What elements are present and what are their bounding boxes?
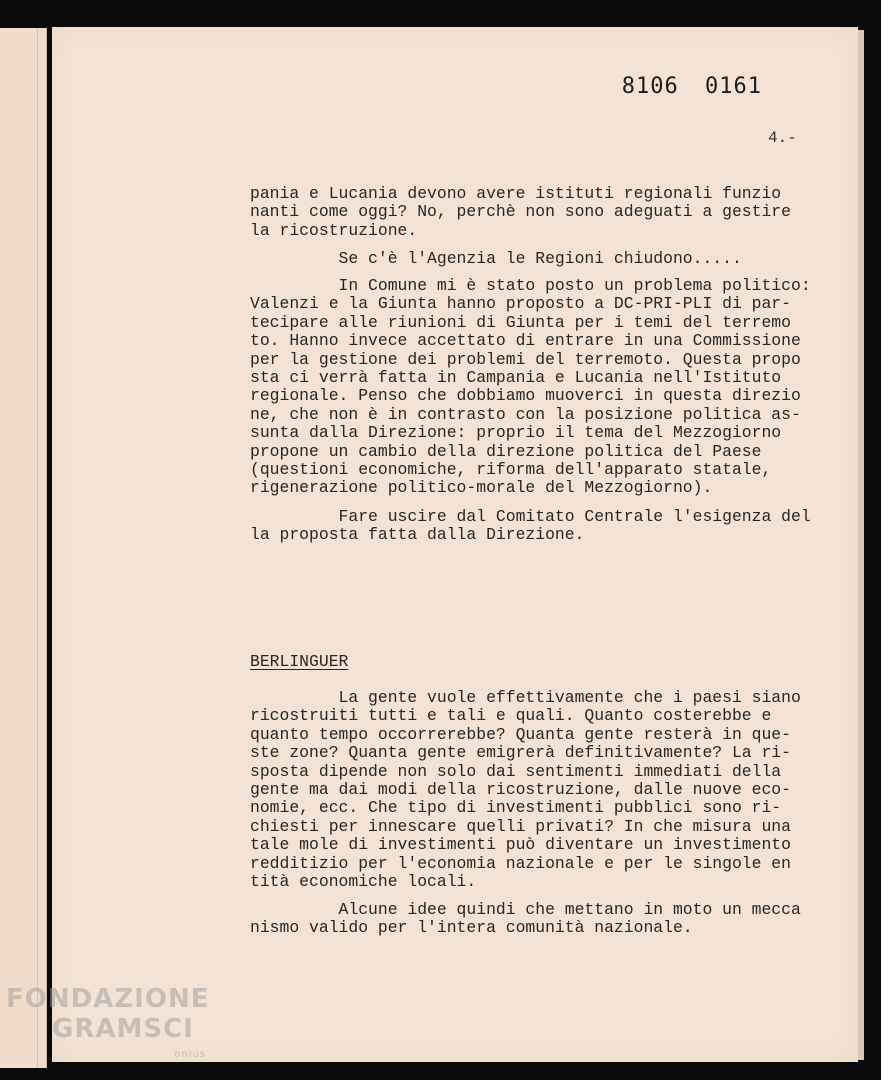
fondazione-gramsci-watermark bbox=[6, 984, 209, 1070]
paragraph-1: pania e Lucania devono avere istituti regionali funzio nanti come oggi? No, perchè non sono adeguati a gestire la ricostruzione. bbox=[250, 184, 791, 240]
page-right-edge bbox=[858, 30, 864, 1060]
document-page bbox=[52, 27, 858, 1062]
reference-number: 8106 0161 bbox=[621, 74, 762, 99]
paragraph-3: In Comune mi è stato posto un problema politico: Valenzi e la Giunta hanno proposto a DC-PRI-PLI di par- tecipare alle riunioni di Giunta per i temi del terremo to. Hanno invece accettato di entrare in una Commissione per la gestione dei problemi del terremoto. Questa propo sta ci verrà fatta in Campania e Lucania nell'Istituto regionale. Penso che dobbiamo muoverci in questa direzio ne, che non è in contrasto con la posizione politica as- sunta dalla Direzione: proprio il tema del Mezzogiorno propone un cambio della direzione politica del Paese (questioni economiche, riforma dell'apparato statale, rigenerazione politico-morale del Mezzogiorno). bbox=[250, 276, 811, 498]
previous-page-edge bbox=[0, 28, 47, 1068]
paragraph-4: Fare uscire dal Comitato Centrale l'esigenza del la proposta fatta dalla Direzione. bbox=[250, 507, 811, 545]
watermark-line-1: FONDAZIONE bbox=[6, 984, 210, 1014]
watermark-line-2: GRAMSCI bbox=[52, 1014, 194, 1044]
watermark-line-3: onlus bbox=[174, 1049, 206, 1060]
paragraph-6: Alcune idee quindi che mettano in moto un mecca nismo valido per l'intera comunità nazionale. bbox=[250, 900, 801, 938]
page-number: 4.- bbox=[768, 129, 797, 147]
speaker-heading: BERLINGUER bbox=[250, 652, 349, 671]
paragraph-5: La gente vuole effettivamente che i paesi siano ricostruiti tutti e tali e quali. Quanto costerebbe e quanto tempo occorrerebbe? Quanta gente resterà in que- ste zone? Quanta gente emigrerà definitivamente? La ri- sposta dipende non solo dai sentimenti immediati della gente ma dai modi della ricostruzione, dalle nuove eco- nomie, ecc. Che tipo di investimenti pubblici sono ri- chiesti per innescare quelli privati? In che misura una tale mole di investimenti può diventare un investimento redditizio per l'economia nazionale e per le singole en tità economiche locali. bbox=[250, 688, 801, 892]
paragraph-2: Se c'è l'Agenzia le Regioni chiudono..... bbox=[250, 249, 742, 268]
